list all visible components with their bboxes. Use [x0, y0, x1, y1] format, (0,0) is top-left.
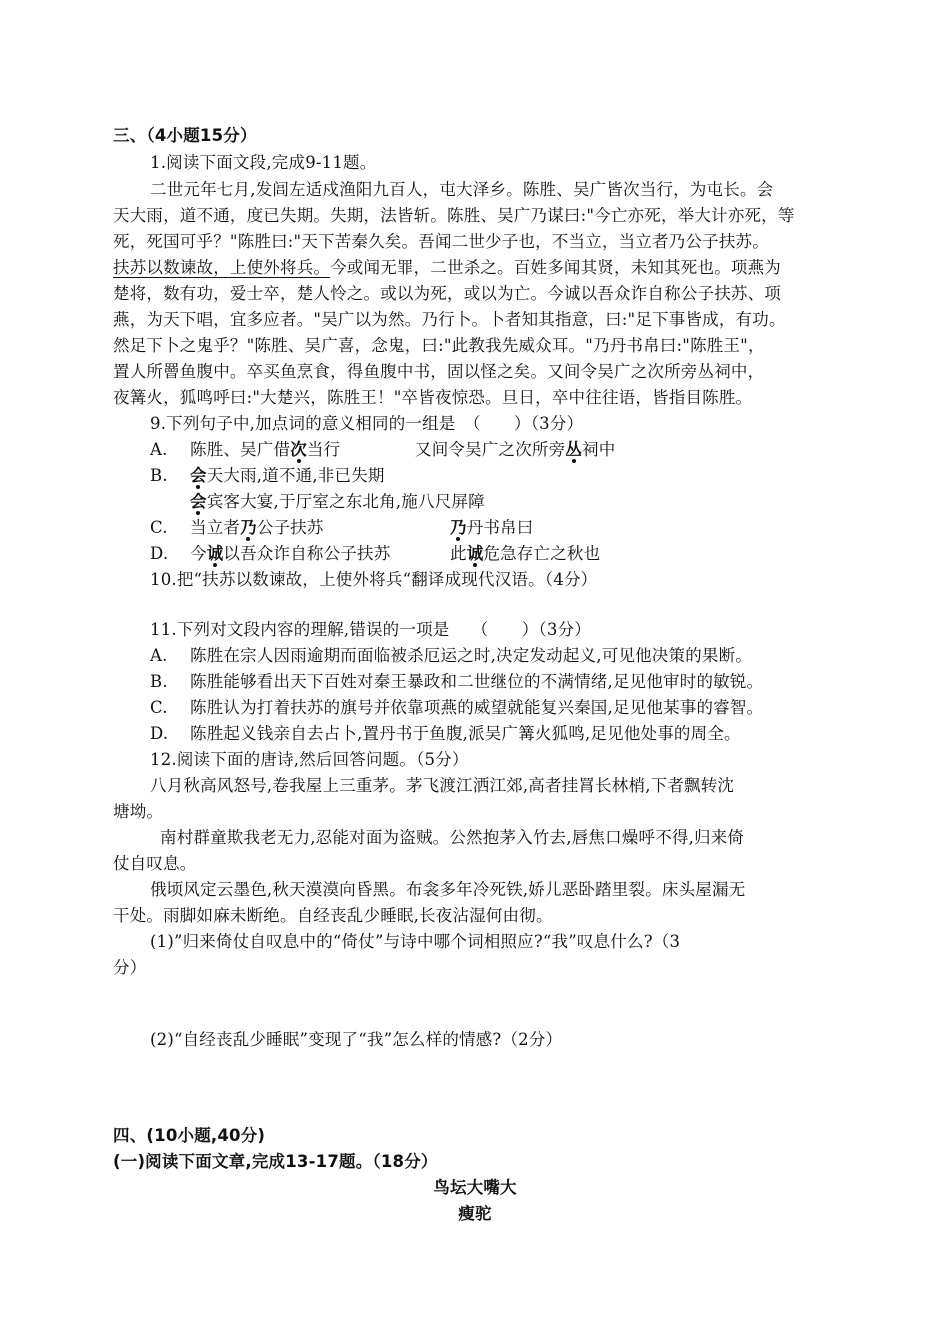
- underlined-sentence: 扶苏以数谏故，上使外将兵。: [113, 258, 331, 277]
- passage-line: 然足下卜之鬼乎？"陈胜、吴广喜，念鬼，曰:"此教我先威众耳。"乃丹书帛曰:"陈胜王"，: [113, 336, 765, 355]
- q9-option-a-s2: 又间令吴广之次所旁丛祠中: [415, 440, 616, 459]
- q11-option-text: 陈胜在宗人因雨逾期而面临被杀厄运之时,决定发动起义,可见他决策的果断。: [190, 646, 752, 665]
- q9-option-b-s2: 会宾客大宴,于厅室之东北角,施八尺屏障: [190, 492, 485, 511]
- article-title: 鸟坛大嘴大: [433, 1178, 517, 1197]
- passage-line: 楚将，数有功，爱士卒，楚人怜之。或以为死，或以为亡。今诚以吾众诈自称公子扶苏、项: [113, 284, 781, 303]
- q9-option-a-s1: 陈胜、吴广借次当行: [190, 440, 341, 459]
- poem-line: 俄顷风定云墨色,秋天漠漠向昏黑。布衾多年冷死铁,娇儿恶卧踏里裂。床头屋漏无: [150, 880, 746, 899]
- section3-intro: 1.阅读下面文段,完成9-11题。: [150, 153, 377, 172]
- q10-stem: 10.把“扶苏以数谏故，上使外将兵“翻译成现代汉语。（4分）: [150, 570, 598, 589]
- q11-option-label: C.: [150, 698, 168, 717]
- q12-sub2: (2)“自经丧乱少睡眠”变现了“我”怎么样的情感?（2分）: [150, 1030, 563, 1049]
- q9-option-c-label: C.: [150, 518, 168, 537]
- poem-line: 仗自叹息。: [113, 854, 197, 873]
- q11-option-label: B.: [150, 672, 168, 691]
- dotted-word: 次: [290, 440, 307, 459]
- section4-heading: 四、(10小题,40分): [113, 1126, 266, 1145]
- passage-line: 燕，为天下唱，宜多应者。"吴广以为然。乃行卜。卜者知其指意，曰:"足下事皆成，有功。: [113, 310, 786, 329]
- section3-heading: 三、（4小题15分）: [113, 126, 257, 145]
- dotted-word: 丛: [565, 440, 583, 459]
- dotted-word: 会: [190, 466, 207, 485]
- poem-line: 干处。雨脚如麻未断绝。自经丧乱少睡眠,长夜沾湿何由彻。: [113, 906, 553, 925]
- passage-line: 二世元年七月,发闾左适戍渔阳九百人，屯大泽乡。陈胜、吴广皆次当行，为屯长。会: [150, 180, 774, 199]
- q9-stem: 9.下列句子中,加点词的意义相同的一组是 （ ）（3分）: [150, 414, 584, 433]
- q12-stem: 12.阅读下面的唐诗,然后回答问题。（5分）: [150, 750, 469, 769]
- passage-line-rest: 今或闻无罪，二世杀之。百姓多闻其贤，未知其死也。项燕为: [330, 258, 782, 277]
- q9-option-b-s1: 会天大雨,道不通,非已失期: [190, 466, 385, 485]
- q9-option-c-s1: 当立者乃公子扶苏: [190, 518, 324, 537]
- dotted-word: 诚: [466, 544, 484, 563]
- poem-line: 塘坳。: [113, 802, 164, 821]
- dotted-word: 诚: [206, 544, 224, 563]
- q11-option-text: 陈胜起义钱亲自去占卜,置丹书于鱼腹,派吴广篝火狐鸣,足见他处事的周全。: [190, 724, 741, 743]
- q9-option-c-s2: 乃丹书帛曰: [450, 518, 534, 537]
- section4-subheading: (一)阅读下面文章,完成13-17题。（18分）: [113, 1152, 438, 1171]
- dotted-word: 乃: [450, 518, 467, 537]
- dotted-word: 会: [190, 492, 207, 511]
- passage-line: 天大雨，道不通，度已失期。失期，法皆斩。陈胜、吴广乃谋曰:"今亡亦死，举大计亦死，等: [113, 206, 795, 225]
- dotted-word: 乃: [240, 518, 257, 537]
- article-author: 瘦驼: [458, 1204, 492, 1223]
- q9-option-d-s1: 今诚以吾众诈自称公子扶苏: [190, 544, 391, 563]
- q9-option-b-label: B.: [150, 466, 168, 485]
- q11-option-text: 陈胜认为打着扶苏的旗号并依靠项燕的威望就能复兴秦国,足见他某事的睿智。: [190, 698, 764, 717]
- q11-option-label: A.: [150, 646, 168, 665]
- passage-line: 夜篝火，狐鸣呼曰:"大楚兴，陈胜王！"卒皆夜惊恐。旦日，卒中往往语，皆指目陈胜。: [113, 388, 753, 407]
- q9-option-d-label: D.: [150, 544, 169, 563]
- passage-line: [113, 256, 781, 280]
- passage-line: 置人所罾鱼腹中。卒买鱼烹食，得鱼腹中书，固以怪之矣。又间令吴广之次所旁丛祠中，: [113, 362, 765, 381]
- poem-line: 南村群童欺我老无力,忍能对面为盗贼。公然抱茅入竹去,唇焦口燥呼不得,归来倚: [160, 828, 745, 847]
- q9-option-a-label: A.: [150, 440, 168, 459]
- q11-option-text: 陈胜能够看出天下百姓对秦王暴政和二世继位的不满情绪,足见他审时的敏锐。: [190, 672, 764, 691]
- q12-sub1: (1)”归来倚仗自叹息中的“倚仗”与诗中哪个词相照应?“我”叹息什么?（3: [150, 932, 681, 951]
- q11-option-label: D.: [150, 724, 169, 743]
- q9-option-d-s2: 此诚危急存亡之秋也: [450, 544, 601, 563]
- poem-line: 八月秋高风怒号,卷我屋上三重茅。茅飞渡江洒江郊,高者挂罥长林梢,下者飘转沈: [150, 776, 735, 795]
- q11-stem: 11.下列对文段内容的理解,错误的一项是 （ ）（3分）: [150, 620, 591, 639]
- q12-sub1-cont: 分）: [113, 958, 147, 977]
- passage-line: 死，死国可乎？"陈胜曰:"天下苦秦久矣。吾闻二世少子也，不当立，当立者乃公子扶苏。: [113, 232, 769, 251]
